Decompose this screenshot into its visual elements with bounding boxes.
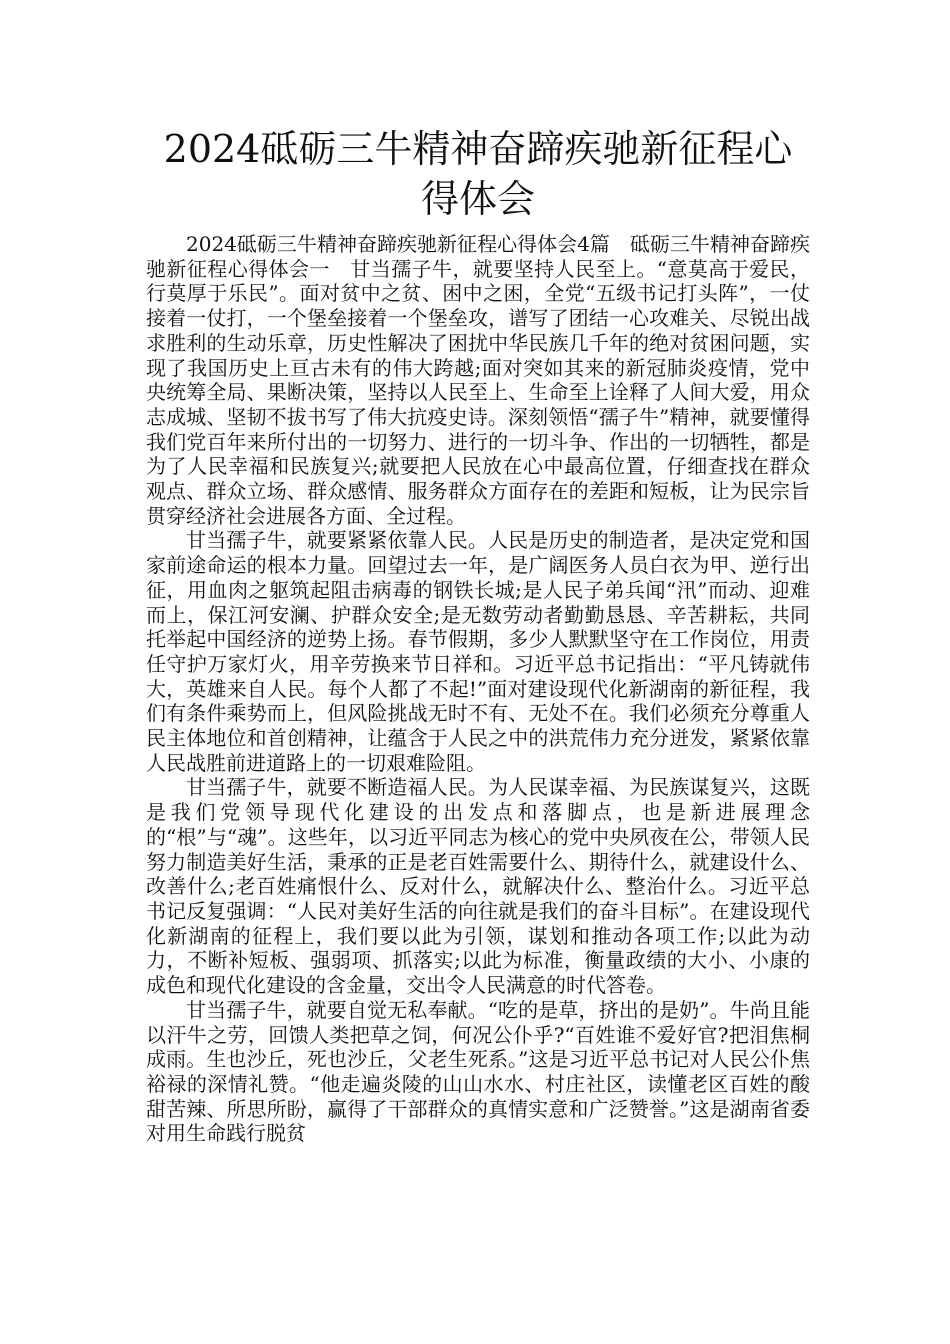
paragraph-3: 甘当孺子牛，就要不断造福人民。为人民谋幸福、为民族谋复兴，这既是我们党领导现代化建设的出发点和落脚点，也是新进展理念的“根”与“魂”。这些年，以习近平同志为核心的党中央夙夜在公，带领人民努力制造美好生活，秉承的正是老百姓需要什么、期待什么，就建设什么、改善什么;老百姓痛恨什么、反对什么，就解决什么、整治什么。习近平总书记反复强调：“人民对美好生活的向往就是我们的奋斗目标”。在建设现代化新湖南的征程上，我们要以此为引领，谋划和推动各项工作;以此为动力，不断补短板、强弱项、抓落实;以此为标准，衡量政绩的大小、小康的成色和现代化建设的含金量，交出令人民满意的时代答卷。 — [146, 775, 810, 998]
paragraph-2: 甘当孺子牛，就要紧紧依靠人民。人民是历史的制造者，是决定党和国家前途命运的根本力量。回望过去一年，是广阔医务人员白衣为甲、逆行出征，用血肉之躯筑起阻击病毒的钢铁长城;是人民子弟兵闻“汛”而动、迎难而上，保江河安澜、护群众安全;是无数劳动者勤勤恳恳、辛苦耕耘，共同托举起中国经济的逆势上扬。春节假期，多少人默默坚守在工作岗位，用责任守护万家灯火，用辛劳换来节日祥和。习近平总书记指出：“平凡铸就伟大，英雄来自人民。每个人都了不起!”面对建设现代化新湖南的新征程，我 们有条件乘势而上，但风险挑战无时不有、无处不在。我们必须充分尊重人民主体地位和首创精神，让蕴含于人民之中的洪荒伟力充分迸发，紧紧依靠人民战胜前进道路上的一切艰难险阻。 — [146, 528, 830, 775]
document-body — [146, 232, 830, 1146]
document-title: 2024砥砺三牛精神奋蹄疾驰新征程心得体会 — [163, 127, 793, 221]
document-page — [146, 124, 830, 1146]
paragraph-4: 甘当孺子牛，就要自觉无私奉献。“吃的是草，挤出的是奶”。牛尚且能以汗牛之劳，回馈人类把草之饲，何况公仆乎?“百姓谁不爱好官?把泪焦桐成雨。生也沙丘，死也沙丘，父老生死系。”这是习近平总书记对人民公仆焦裕禄的深情礼赞。“他走遍炎陵的山山水水、村庄社区，读懂老区百姓的酸甜苦辣、所思所盼，赢得了干部群众的真情实意和广泛赞誉。”这是湖南省委对用生命践行脱贫 — [146, 997, 810, 1146]
paragraph-1: 2024砥砺三牛精神奋蹄疾驰新征程心得体会4篇 砥砺三牛精神奋蹄疾驰新征程心得体会一 甘当孺子牛，就要坚持人民至上。“意莫高于爱民，行莫厚于乐民”。面对贫中之贫、困中之困，全党“五级书记打头阵”，一仗接着一仗打，一个堡垒接着一个堡垒攻，谱写了团结一心攻难关、尽锐出战求胜利的生动乐章，历史性解决了困扰中华民族几千年的绝对贫困问题，实现了我国历史上亘古未有的伟大跨越;面对突如其来的新冠肺炎疫情，党中央统筹全局、果断决策，坚持以人民至上、生命至上诠释了人间大爱，用众志成城、坚韧不拔书写了伟大抗疫史诗。深刻领悟“孺子牛”精神，就要懂得我们党百年来所付出的一切努力、进行的一切斗争、作出的一切牺牲，都是为了人民幸福和民族复兴;就要把人民放在心中最高位置，仔细查找在群众观点、群众立场、群众感情、服务群众方面存在的差距和短板，让为民宗旨贯穿经济社会进展各方面、全过程。 — [146, 232, 810, 528]
